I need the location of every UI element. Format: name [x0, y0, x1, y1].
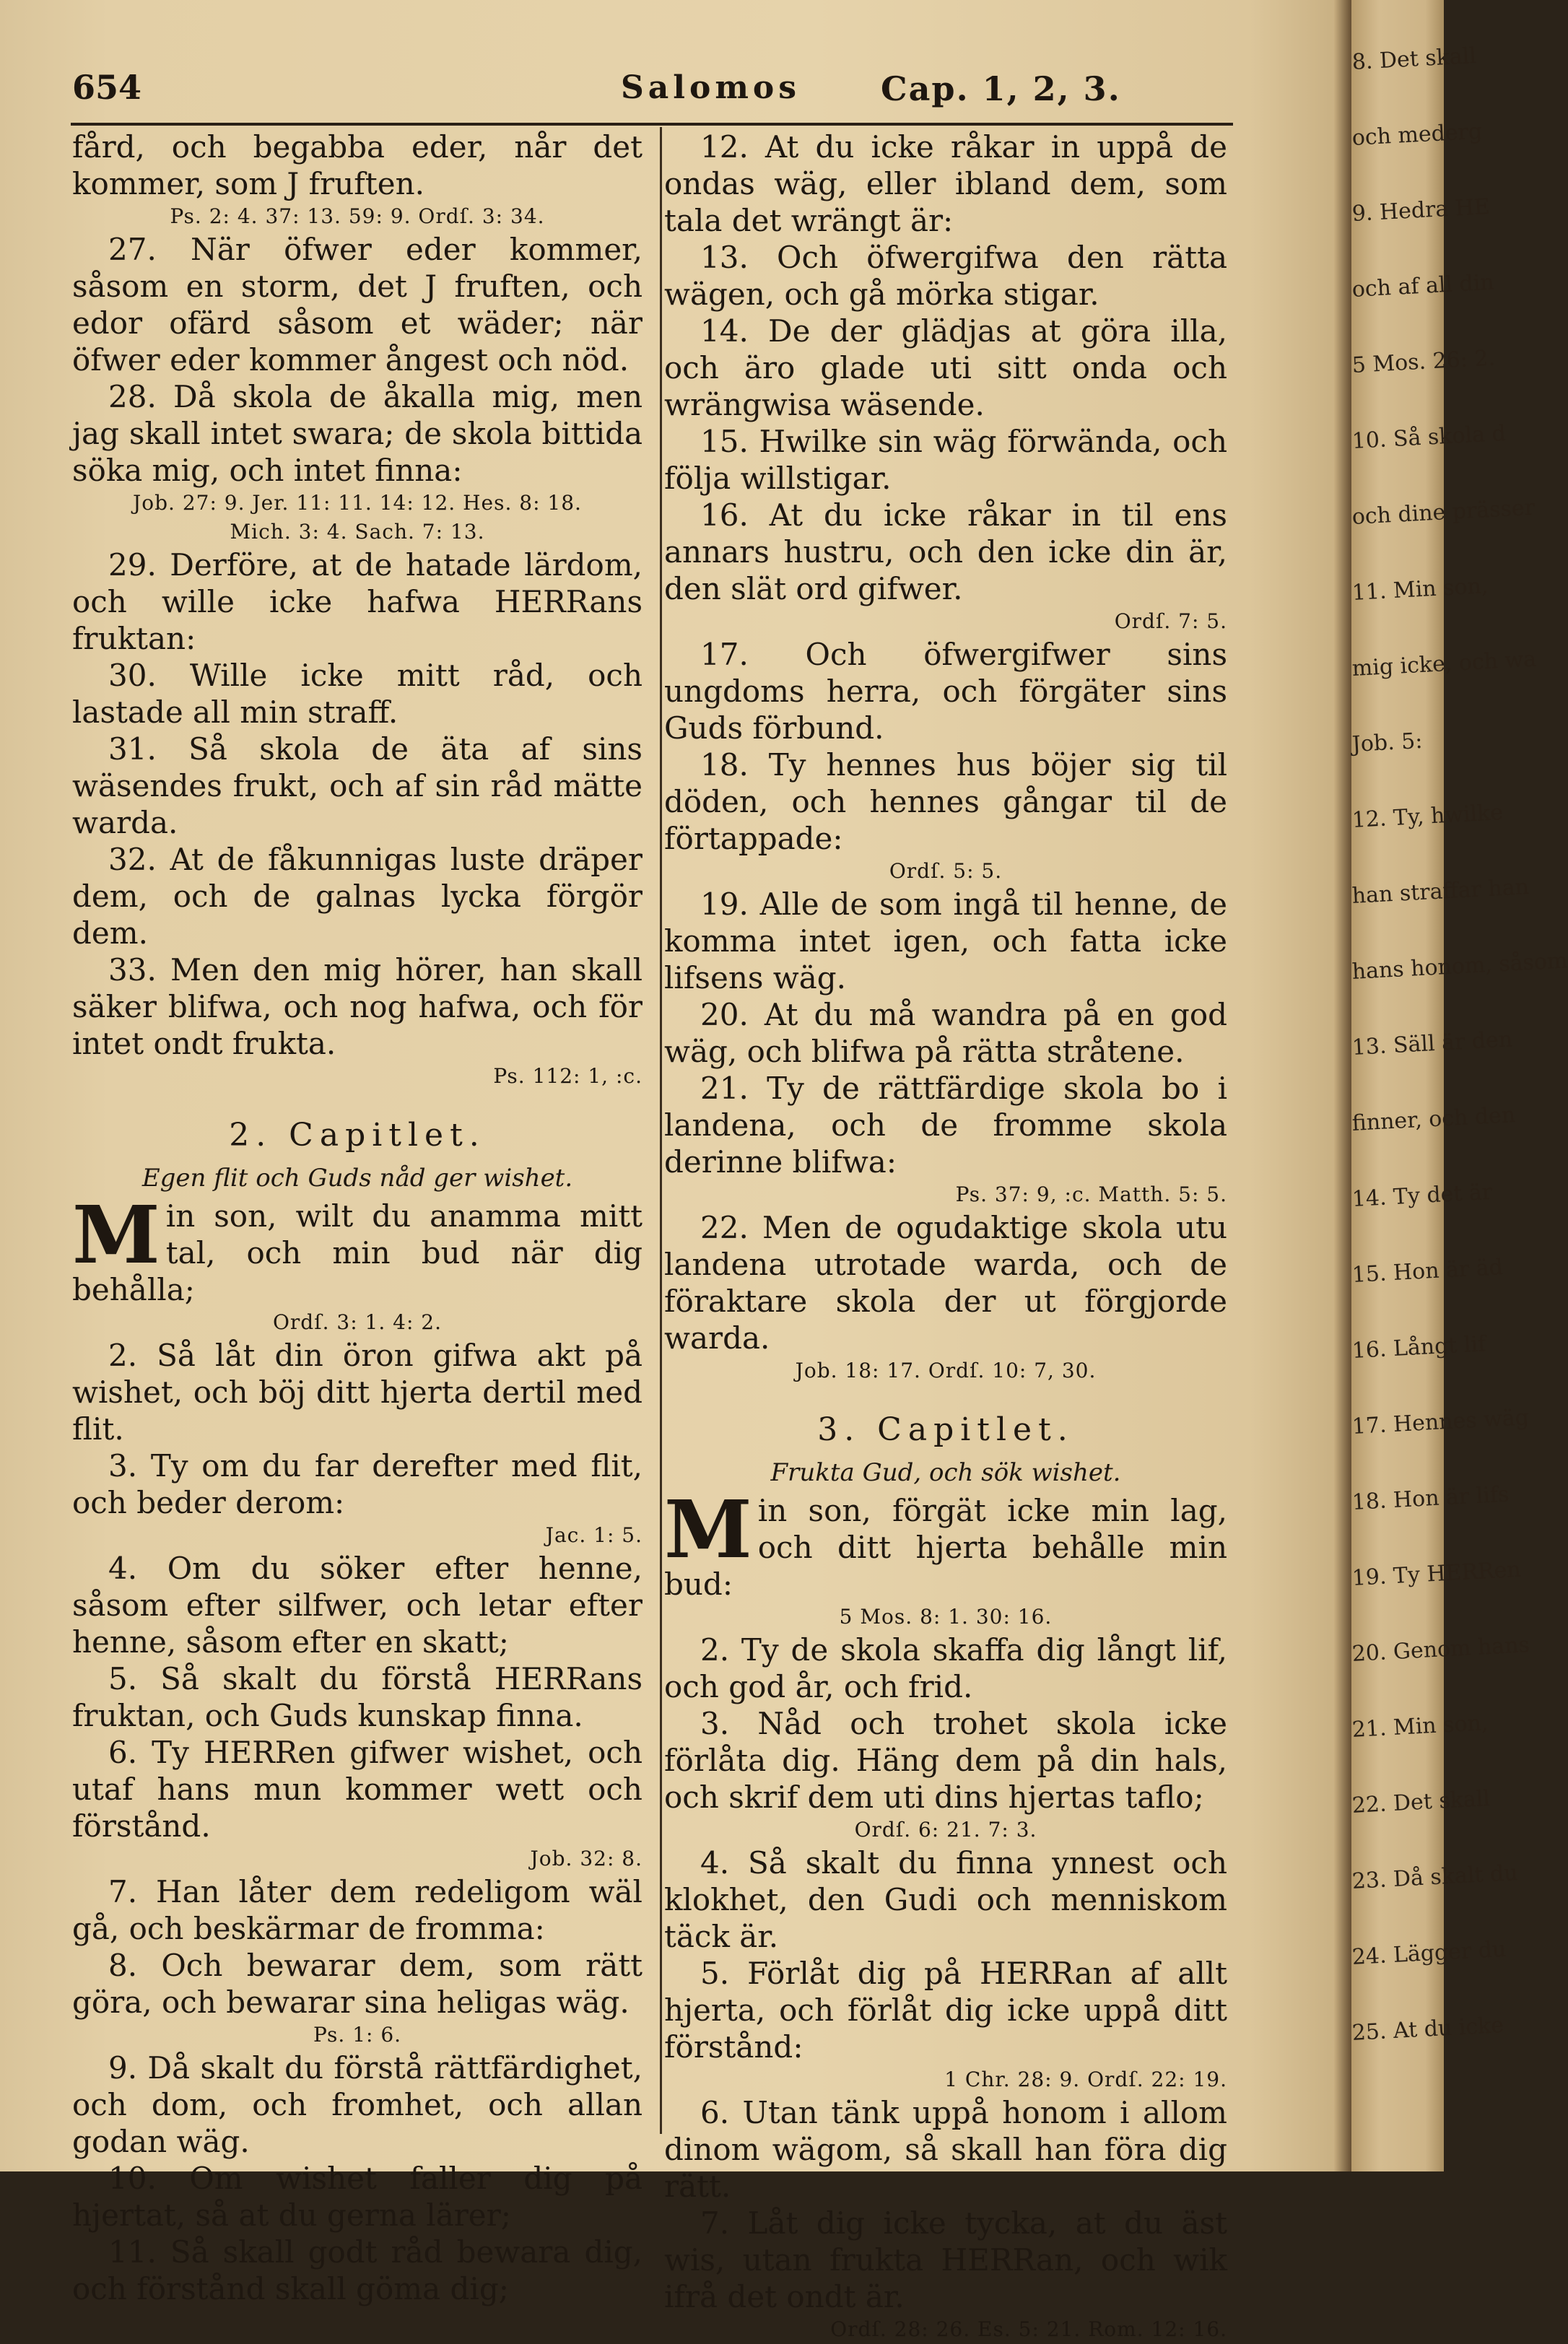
verse-5: 5. Så skalt du förstå HERRans fruktan, och Guds kunskap finna. [72, 1661, 643, 1733]
verse-30: 30. Wille icke mitt råd, och lastade all min straff. [72, 658, 643, 730]
cross-reference: Mich. 3: 4. Sach. 7: 13. [230, 520, 485, 544]
verse-17: 17. Och öfwergifwer sins ungdoms herra, och förgäter sins Guds förbund. [664, 637, 1227, 746]
adjacent-page-fragment: och af all din [1351, 269, 1495, 302]
adjacent-page-edge [1351, 0, 1568, 2171]
adjacent-page-fragment: 24. Lägger du [1351, 1936, 1507, 1970]
adjacent-page-fragment: och dine prässer [1351, 494, 1536, 530]
verse-14: 14. De der glädjas at göra illa, och äro glade uti sitt onda och wrängwisa wäsende. [664, 313, 1227, 422]
verse-7: 7. Låt dig icke tycka, at du äst wis, utan frukta HERRan, och wik ifrå det ondt är. [664, 2205, 1227, 2314]
verse-33: 33. Men den mig hörer, han skall säker blifwa, och nog hafwa, och för intet ondt frukta. [72, 952, 643, 1061]
running-title: Salomos [621, 69, 801, 106]
verse-text: fård, och begabba eder, når det kommer, som J fruften. [72, 129, 643, 201]
verse-3: 3. Ty om du far derefter med flit, och beder derom: [72, 1448, 643, 1520]
verse-6: 6. Utan tänk uppå honom i allom dinom wägom, så skall han föra dig rätt. [664, 2095, 1227, 2204]
verse-13: 13. Och öfwergifwa den rätta wägen, och gå mörka stigar. [664, 240, 1227, 312]
verse-7: 7. Han låter dem redeligom wäl gå, och beskärmar de fromma: [72, 1874, 643, 1946]
column-divider [660, 127, 662, 2134]
chapter-2-heading: 2. Capitlet. [229, 1117, 486, 1154]
cross-reference: Job. 32: 8. [530, 1847, 643, 1870]
verse-4: 4. Om du söker efter henne, såsom efter silfwer, och letar efter henne, såsom efter en skatt; [72, 1551, 643, 1660]
verse-5: 5. Förlåt dig på HERRan af allt hjerta, och förlåt dig icke uppå ditt förstånd: [664, 1956, 1227, 2065]
adjacent-page-fragment: 9. Hedra HE [1351, 193, 1491, 227]
adjacent-page-fragment: 19. Ty HERRen [1351, 1556, 1522, 1591]
verse-12: 12. At du icke råkar in uppå de ondas wäg, eller ibland dem, som tala det wrängt är: [664, 129, 1227, 238]
adjacent-page-fragment: 13. Säll är den [1351, 1027, 1513, 1060]
adjacent-page-fragment: 5 Mos. 26: 2. [1351, 345, 1496, 378]
chapter-2-summary: Egen flit och Guds nåd ger wishet. [141, 1164, 573, 1193]
chapter-range: Cap. 1, 2, 3. [881, 69, 1121, 108]
verse-16: 16. At du icke råkar in til ens annars hustru, och den icke din är, den slät ord gifwer. [664, 497, 1227, 606]
header-rule [71, 123, 1233, 126]
verse-6: 6. Ty HERRen gifwer wishet, och utaf hans mun kommer wett och förstånd. [72, 1735, 643, 1844]
adjacent-page-fragment: 15. Hon är äd [1351, 1255, 1504, 1288]
adjacent-page-fragment: 11. Min son, [1351, 573, 1489, 606]
adjacent-page-fragment: 23. Då skalt du [1351, 1860, 1519, 1894]
left-column [72, 128, 643, 2307]
adjacent-page-fragment: 18. Hon är lifs [1351, 1481, 1510, 1515]
verse-15: 15. Hwilke sin wäg förwända, och följa willstigar. [664, 424, 1227, 496]
adjacent-page-fragment: 8. Det skall [1351, 43, 1477, 75]
verse-29: 29. Derföre, at de hatade lärdom, och wille icke hafwa HERRans fruktan: [72, 547, 643, 656]
chapter-2-verse-1 [72, 1188, 643, 1308]
adjacent-page-fragment: 21. Min son, [1351, 1710, 1489, 1743]
cross-reference: Ordſ. 6: 21. 7: 3. [854, 1818, 1037, 1842]
verse-10: 10. Om wishet faller dig på hjertat, så at du gerna lärer; [72, 2161, 643, 2233]
adjacent-page-fragment: hans honom, såsom [1351, 948, 1568, 985]
verse-3: 3. Nåd och trohet skola icke förlåta dig. Häng dem på din hals, och skrif dem uti dins hjertas taflo; [664, 1706, 1227, 1815]
verse-21: 21. Ty de rättfärdige skola bo i landena, och de fromme skola derinne blifwa: [664, 1071, 1227, 1180]
adjacent-page-fragment: 20. Genom hans [1351, 1632, 1530, 1667]
adjacent-page-fragment: 16. Långt lif [1351, 1331, 1486, 1364]
adjacent-page-fragment: 17. Hennes wäg [1351, 1405, 1530, 1439]
verse-8: 8. Och bewarar dem, som rätt göra, och bewarar sina heligas wäg. [72, 1948, 643, 2020]
cross-reference: 5 Mos. 8: 1. 30: 16. [839, 1605, 1053, 1629]
verse-18: 18. Ty hennes hus böjer sig til döden, och hennes gångar til de förtappade: [664, 747, 1227, 856]
adjacent-page-fragment: 14. Ty det är [1351, 1179, 1494, 1212]
verse-27: 27. När öfwer eder kommer, såsom en storm, det J fruften, och edor ofärd såsom et wäder; när öfwer eder kommer ångest och nöd. [72, 232, 643, 378]
cross-reference: Ordſ. 5: 5. [889, 859, 1003, 883]
page-header [72, 68, 1299, 118]
verse-32: 32. At de fåkunnigas luste dräper dem, och de galnas lycka förgör dem. [72, 842, 643, 951]
verse-text: in son, wilt du anamma mitt tal, och min bud när dig behålla; [72, 1198, 643, 1307]
verse-19: 19. Alle de som ingå til henne, de komma intet igen, och fatta icke lifsens wäg. [664, 886, 1227, 995]
verse-4: 4. Så skalt du finna ynnest och klokhet, den Gudi och menniskom täck är. [664, 1845, 1227, 1954]
verse-9: 9. Då skalt du förstå rättfärdighet, och dom, och fromhet, och allan godan wäg. [72, 2050, 643, 2159]
cross-reference: 1 Chr. 28: 9. Ordſ. 22: 19. [944, 2068, 1227, 2091]
cross-reference: Ps. 2: 4. 37: 13. 59: 9. Ordſ. 3: 34. [170, 204, 545, 228]
adjacent-page-fragment: 12. Ty, hwilke [1351, 800, 1504, 833]
cross-reference: Ps. 37: 9, :c. Matth. 5: 5. [955, 1182, 1227, 1206]
adjacent-page-fragment: 10. Så skola d [1351, 420, 1507, 454]
adjacent-page-fragment: finner, och den [1351, 1102, 1517, 1136]
adjacent-page-fragment: mig icke, och wa [1351, 646, 1537, 681]
verse-20: 20. At du må wandra på en god wäg, och blifwa på rätta stråtene. [664, 997, 1227, 1069]
page-number: 654 [72, 68, 142, 107]
verse-31: 31. Så skola de äta af sins wäsendes frukt, och af sin råd mätte warda. [72, 731, 643, 840]
cross-reference: Ordſ. 28: 26. Es. 5: 21. Rom. 12: 16. [830, 2317, 1227, 2341]
cross-reference: Ps. 1: 6. [313, 2023, 402, 2047]
chapter-3-summary: Frukta Gud, och sök wishet. [770, 1458, 1121, 1487]
adjacent-page-fragment: 22. Det skall [1351, 1785, 1491, 1818]
cross-reference: Job. 27: 9. Jer. 11: 11. 14: 12. Hes. 8: 18. [133, 491, 582, 515]
verse-text: in son, förgät icke min lag, och ditt hjerta behålle min bud: [664, 1493, 1227, 1602]
cross-reference: Ordſ. 3: 1. 4: 2. [272, 1310, 443, 1334]
adjacent-page-fragment: han straffar han [1351, 874, 1530, 909]
right-column [664, 128, 1227, 2344]
drop-cap: M [664, 1483, 752, 1576]
adjacent-page-fragment: och mederg [1351, 118, 1483, 151]
verse-2: 2. Så låt din öron gifwa akt på wishet, och böj ditt hjerta dertil med flit. [72, 1338, 643, 1447]
cross-reference: Ordſ. 7: 5. [1114, 609, 1227, 633]
adjacent-page-fragment: 25. At du icke [1351, 2012, 1504, 2046]
verse-11: 11. Så skall godt råd bewara dig, och förstånd skall göma dig; [72, 2234, 643, 2306]
chapter-3-verse-1 [664, 1483, 1227, 1603]
cross-reference: Jac. 1: 5. [545, 1523, 643, 1547]
chapter-3-heading: 3. Capitlet. [817, 1411, 1074, 1448]
cross-reference: Ps. 112: 1, :c. [493, 1064, 643, 1088]
verse-22: 22. Men de ogudaktige skola utu landena utrotade warda, och de föraktare skola der ut förgjorde warda. [664, 1210, 1227, 1356]
adjacent-page-fragment: Job. 5: [1351, 728, 1424, 757]
cross-reference: Job. 18: 17. Ordſ. 10: 7, 30. [795, 1359, 1097, 1382]
drop-cap: M [72, 1188, 160, 1281]
verse-28: 28. Då skola de åkalla mig, men jag skall intet swara; de skola bittida söka mig, och intet finna: [72, 379, 643, 488]
verse-2: 2. Ty de skola skaffa dig långt lif, och god år, och frid. [664, 1632, 1227, 1704]
